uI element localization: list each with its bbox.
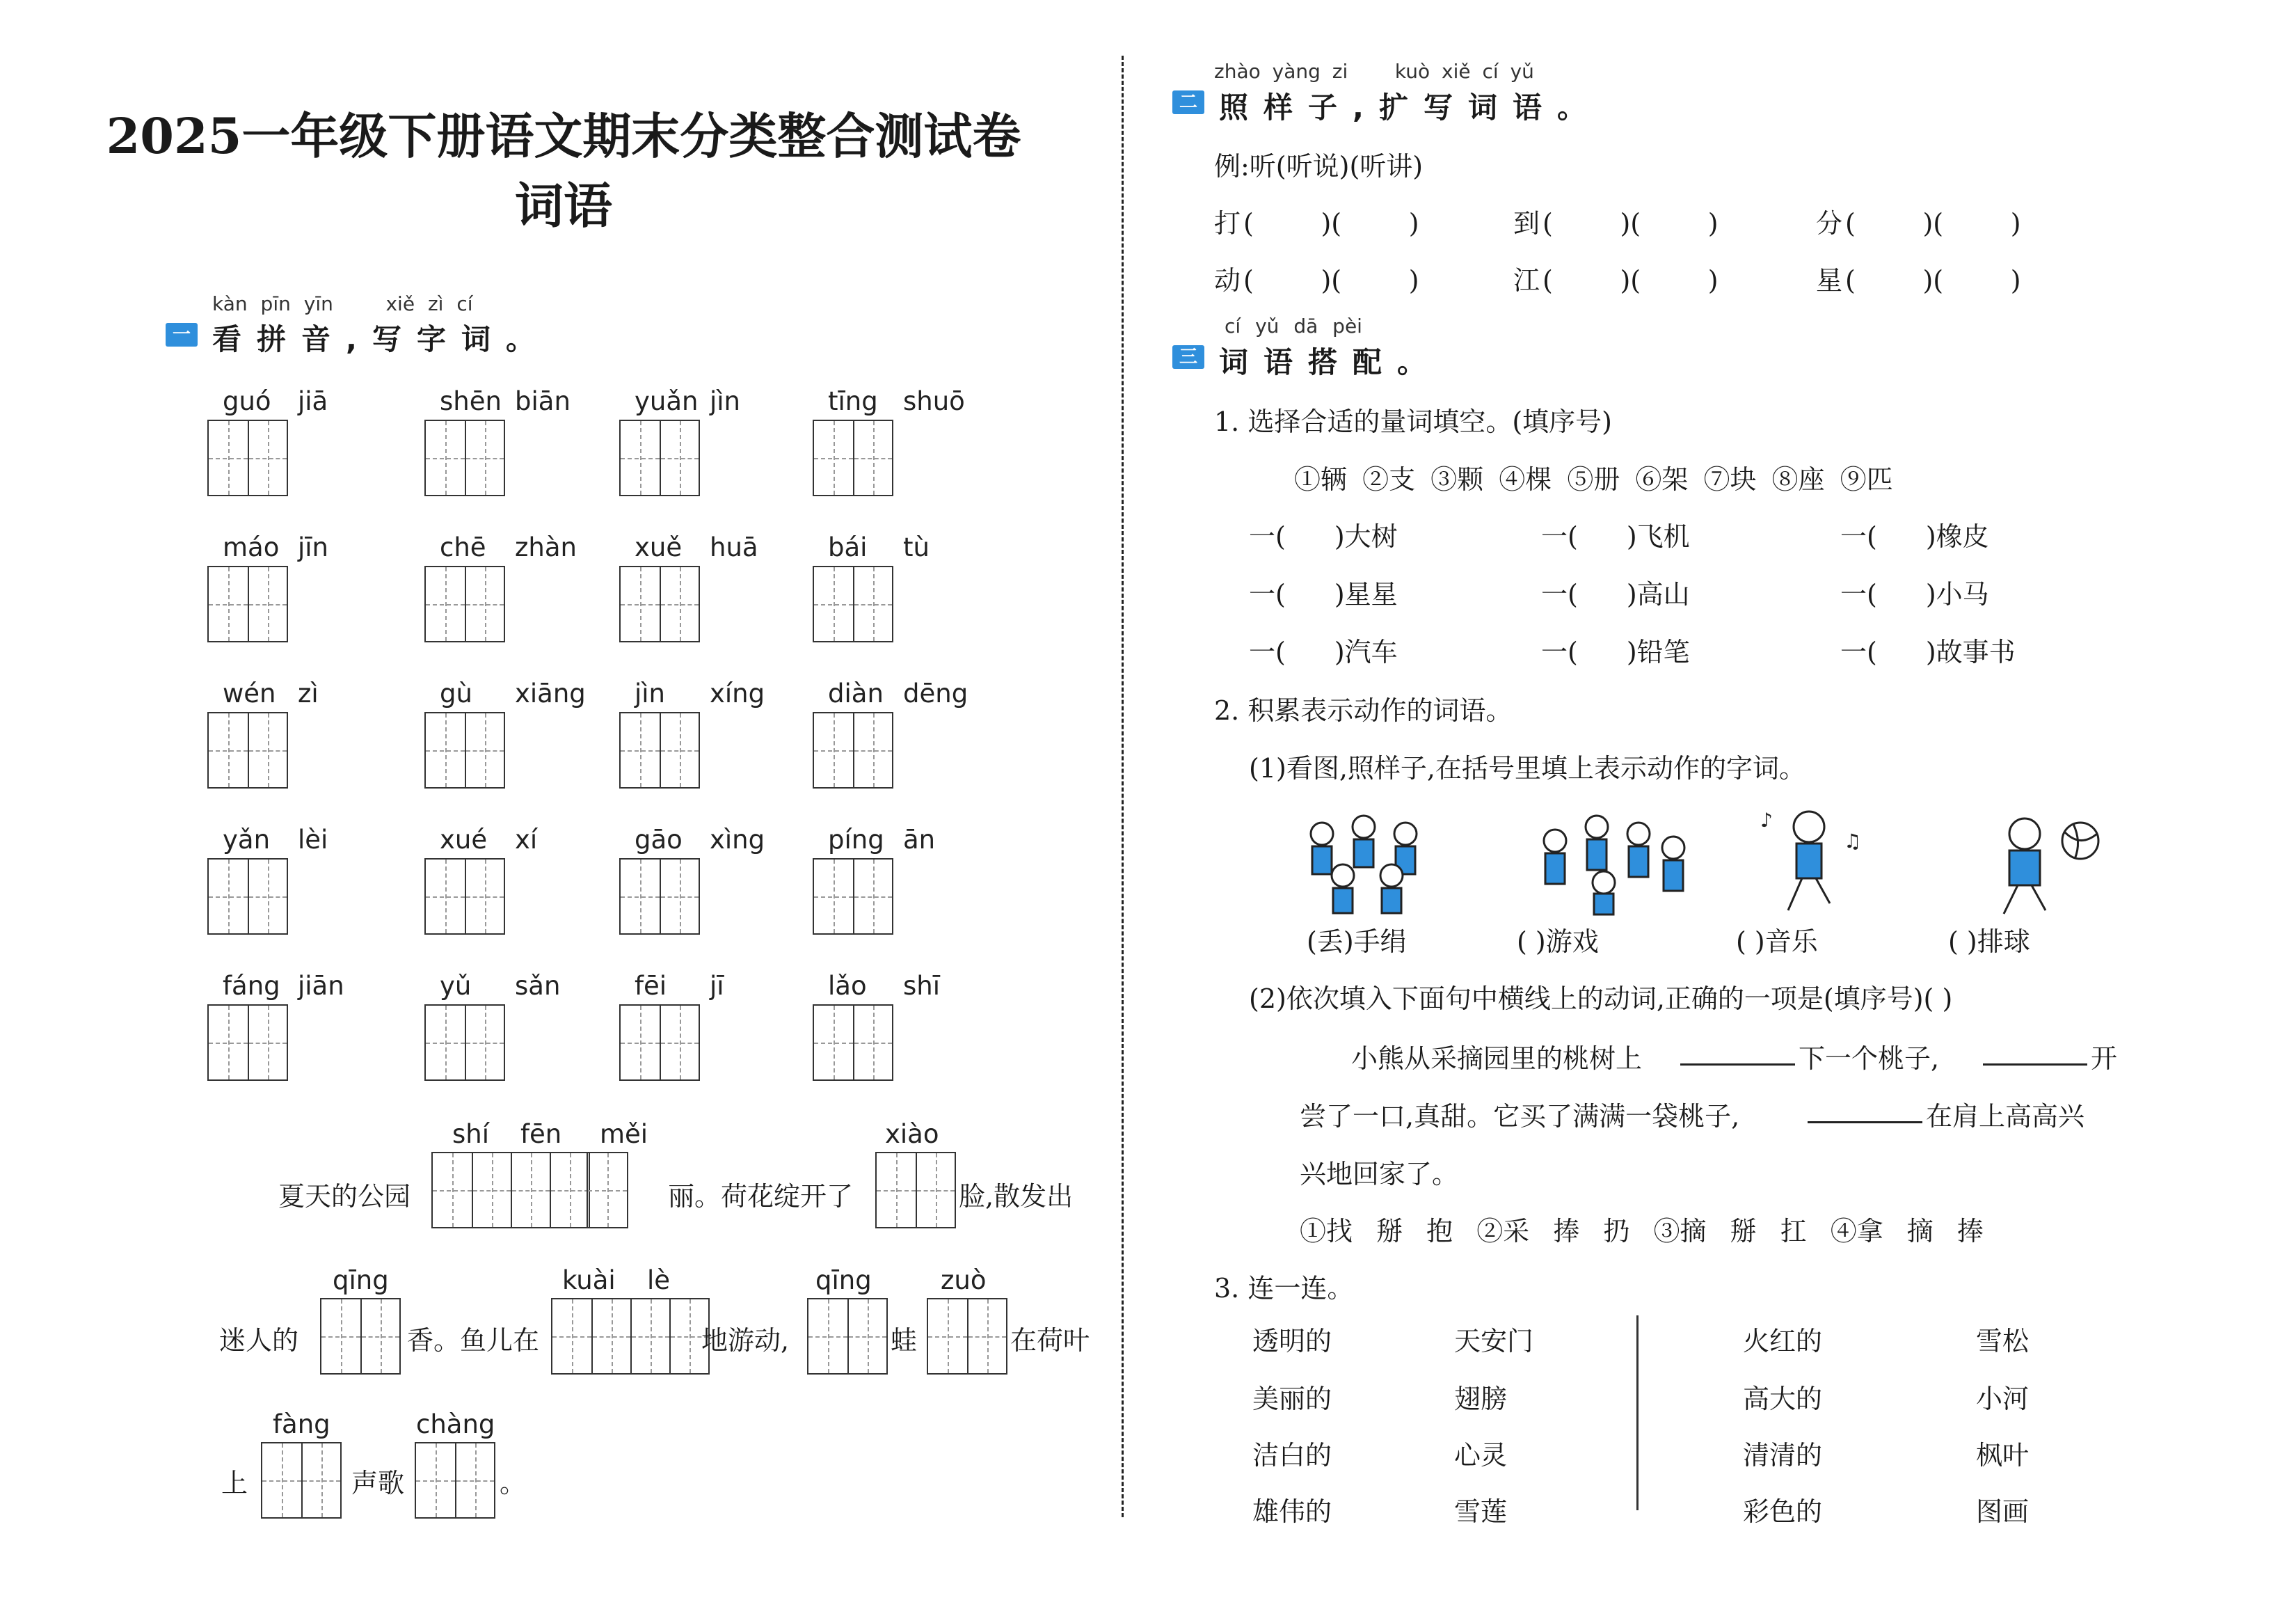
pinyin-label: fàng <box>273 1409 330 1439</box>
pinyin-label: ān <box>903 825 936 855</box>
answer-bracket[interactable]: 一( <box>1249 521 1286 552</box>
measure-noun: 故事书 <box>1936 637 2016 667</box>
section2-heading: 照样子,扩写词语。 <box>1219 90 1602 125</box>
match-left-noun[interactable]: 天安门 <box>1454 1326 1534 1356</box>
pinyin-label: guó <box>223 386 271 416</box>
match-left-adj[interactable]: 洁白的 <box>1252 1440 1332 1471</box>
pinyin-label: zhàn <box>515 532 577 562</box>
pinyin-label: shī <box>903 971 941 1001</box>
pinyin-label: xiāng <box>515 679 586 708</box>
pinyin-label: xíng <box>710 679 765 708</box>
writing-box[interactable] <box>424 858 505 935</box>
pinyin-label: qīng <box>815 1265 872 1295</box>
pinyin-label: měi <box>600 1119 648 1149</box>
match-right-noun[interactable]: 雪松 <box>1976 1326 2030 1356</box>
girl-volleyball-picture <box>1969 799 2136 910</box>
answer-bracket[interactable]: ( )( ) <box>1243 265 1419 296</box>
measure-item <box>1840 631 2016 669</box>
bracket-close: ) <box>1334 521 1345 552</box>
pinyin-label: yǔ <box>440 971 472 1001</box>
match-right-adj[interactable]: 火红的 <box>1743 1326 1823 1356</box>
example-text: 例:听(听说)(听讲) <box>1214 151 1424 182</box>
writing-box[interactable] <box>875 1152 956 1228</box>
expand-char: 动 <box>1214 265 1241 296</box>
passage-text: 丽。荷花绽开了 <box>668 1181 854 1212</box>
pinyin-label: shuō <box>903 386 965 416</box>
pinyin-label: chàng <box>416 1409 495 1439</box>
answer-bracket[interactable]: ( )( ) <box>1845 265 2021 296</box>
match-left-adj[interactable]: 美丽的 <box>1252 1384 1332 1414</box>
sentence-text: 下一个桃子, <box>1799 1043 1940 1074</box>
match-left-noun[interactable]: 雪莲 <box>1454 1496 1508 1527</box>
passage-text: 蛙 <box>891 1325 918 1356</box>
measure-noun: 飞机 <box>1636 521 1690 552</box>
pinyin-label: shēn <box>440 386 502 416</box>
passage-text: 迷人的 <box>219 1325 299 1356</box>
picture-caption: ( )音乐 <box>1736 926 1818 957</box>
writing-box[interactable] <box>431 1152 590 1228</box>
svg-text:♫: ♫ <box>1844 830 1862 853</box>
section2-pinyin: zhào yàng zi kuò xiě cí yǔ <box>1214 60 1534 83</box>
writing-box[interactable] <box>261 1442 342 1519</box>
bracket-close: ) <box>1626 521 1637 552</box>
expand-char: 江 <box>1513 265 1540 296</box>
svg-text:♪: ♪ <box>1760 809 1773 832</box>
section3-pinyin: cí yǔ dā pèi <box>1225 315 1362 338</box>
children-handkerchief-picture <box>1294 806 1461 917</box>
measure-item <box>1249 515 1398 553</box>
measure-noun: 橡皮 <box>1936 521 1989 552</box>
answer-bracket[interactable]: 一( <box>1541 521 1578 552</box>
pinyin-label: yǎn <box>223 825 271 855</box>
writing-box[interactable] <box>207 420 288 496</box>
picture-caption: (丢)手绢 <box>1307 926 1407 957</box>
bracket-close: ) <box>1925 579 1936 610</box>
measure-item <box>1541 573 1690 611</box>
writing-box[interactable] <box>207 858 288 935</box>
pinyin-label: xué <box>440 825 488 855</box>
pinyin-label: xí <box>515 825 538 855</box>
picture-caption: ( )排球 <box>1948 926 2030 957</box>
pinyin-label: huā <box>710 532 758 562</box>
pinyin-label: wén <box>223 679 276 708</box>
writing-box[interactable] <box>207 1004 288 1081</box>
passage-text: 香。鱼儿在 <box>407 1325 540 1356</box>
pinyin-label: fēn <box>520 1119 562 1149</box>
bracket-close: ) <box>1626 579 1637 610</box>
writing-box[interactable] <box>424 566 505 642</box>
writing-box[interactable] <box>619 712 700 789</box>
measure-item <box>1249 631 1398 669</box>
sentence-text: 尝了一口,真甜。它买了满满一袋桃子, <box>1300 1101 1740 1132</box>
pinyin-label: qīng <box>333 1265 389 1295</box>
pinyin-label: lèi <box>298 825 328 855</box>
match-right-adj[interactable]: 彩色的 <box>1743 1496 1823 1527</box>
expand-item <box>1214 259 1419 297</box>
measure-item <box>1840 573 1989 611</box>
passage-text: 上 <box>221 1468 248 1498</box>
pinyin-label: fáng <box>223 971 280 1001</box>
expand-item <box>1513 202 1719 240</box>
q2-choices: ①找 掰 抱 ②采 捧 扔 ③摘 掰 扛 ④拿 摘 捧 <box>1300 1216 1984 1246</box>
picture-caption: ( )游戏 <box>1517 926 1599 957</box>
section3-heading: 词语搭配。 <box>1219 345 1442 379</box>
writing-box[interactable] <box>619 566 700 642</box>
sentence-text: 兴地回家了。 <box>1300 1159 1459 1189</box>
pinyin-label: xiào <box>885 1119 939 1149</box>
writing-box[interactable] <box>927 1298 1007 1375</box>
match-left-noun[interactable]: 翅膀 <box>1454 1384 1508 1414</box>
expand-char: 到 <box>1513 208 1540 239</box>
pinyin-label: jiān <box>298 971 344 1001</box>
pinyin-label: zì <box>298 679 319 708</box>
expand-item <box>1513 259 1719 297</box>
match-left-adj[interactable]: 雄伟的 <box>1252 1496 1332 1527</box>
section2-badge: 二 <box>1172 90 1204 114</box>
measure-noun: 星星 <box>1344 579 1398 610</box>
writing-box[interactable] <box>320 1298 401 1375</box>
blank-line[interactable] <box>1808 1121 1922 1123</box>
passage-text: 夏天的公园 <box>278 1181 411 1212</box>
bracket-close: ) <box>1334 637 1345 667</box>
writing-box[interactable] <box>551 1298 710 1375</box>
answer-bracket[interactable]: ( )( ) <box>1542 208 1719 239</box>
pinyin-label: chē <box>440 532 486 562</box>
pinyin-label: fēi <box>635 971 667 1001</box>
passage-text: 。 <box>500 1468 527 1498</box>
writing-box[interactable] <box>813 712 893 789</box>
pinyin-label: píng <box>828 825 884 855</box>
pinyin-label: xuě <box>635 532 683 562</box>
measure-item <box>1541 515 1690 553</box>
measure-noun: 铅笔 <box>1636 637 1690 667</box>
writing-box[interactable] <box>424 1004 505 1081</box>
answer-bracket[interactable]: ( )( ) <box>1845 208 2021 239</box>
pinyin-label: bái <box>828 532 868 562</box>
expand-item <box>1214 202 1419 240</box>
sentence-text: 在肩上高高兴 <box>1926 1101 2085 1132</box>
pinyin-label: jìn <box>710 386 741 416</box>
pinyin-label: jiā <box>298 386 328 416</box>
answer-bracket[interactable]: 一( <box>1249 579 1286 610</box>
pinyin-label: máo <box>223 532 280 562</box>
match-left-adj[interactable]: 透明的 <box>1252 1326 1332 1356</box>
measure-item <box>1249 573 1398 611</box>
pinyin-label: gù <box>440 679 472 708</box>
bracket-close: ) <box>1334 579 1345 610</box>
writing-box[interactable] <box>424 712 505 789</box>
page-subtitle: 词语 <box>515 177 612 235</box>
writing-box[interactable] <box>813 566 893 642</box>
pinyin-label: lǎo <box>828 971 867 1001</box>
pinyin-label: yuǎn <box>635 386 699 416</box>
bracket-close: ) <box>1925 637 1936 667</box>
match-right-noun[interactable]: 小河 <box>1976 1384 2030 1414</box>
match-right-adj[interactable]: 高大的 <box>1743 1384 1823 1414</box>
bracket-close: ) <box>1626 637 1637 667</box>
passage-text: 脸,散发出 <box>959 1181 1074 1212</box>
section3-badge: 三 <box>1172 345 1204 369</box>
q2-sub1: (1)看图,照样子,在括号里填上表示动作的字词。 <box>1249 753 1805 784</box>
q3-title: 3. 连一连。 <box>1214 1273 1354 1304</box>
sentence-text: 开 <box>2091 1043 2118 1074</box>
match-right-noun[interactable]: 图画 <box>1976 1496 2030 1527</box>
match-right-adj[interactable]: 清清的 <box>1743 1440 1823 1471</box>
answer-bracket[interactable]: 一( <box>1840 521 1877 552</box>
measure-noun: 小马 <box>1936 579 1989 610</box>
answer-bracket[interactable]: 一( <box>1541 637 1578 667</box>
expand-item <box>1816 259 2021 297</box>
writing-box[interactable] <box>207 712 288 789</box>
girl-music-picture <box>1739 799 1906 910</box>
passage-text: 在荷叶 <box>1010 1325 1090 1356</box>
writing-box[interactable] <box>813 1004 893 1081</box>
answer-bracket[interactable]: 一( <box>1541 579 1578 610</box>
writing-box[interactable] <box>424 420 505 496</box>
pinyin-label: gāo <box>635 825 683 855</box>
pinyin-label: tīng <box>828 386 878 416</box>
expand-item <box>1816 202 2021 240</box>
pinyin-label: dēng <box>903 679 968 708</box>
expand-char: 星 <box>1816 265 1843 296</box>
measure-noun: 汽车 <box>1344 637 1398 667</box>
measure-item <box>1541 631 1690 669</box>
q2-sub2: (2)依次填入下面句中横线上的动词,正确的一项是(填序号)( ) <box>1249 983 1953 1014</box>
writing-box[interactable] <box>415 1442 495 1519</box>
q1-title: 1. 选择合适的量词填空。(填序号) <box>1214 406 1612 437</box>
writing-box[interactable] <box>207 566 288 642</box>
pinyin-label: tù <box>903 532 930 562</box>
answer-bracket[interactable]: ( )( ) <box>1243 208 1419 239</box>
children-game-picture <box>1527 806 1694 917</box>
page-title: 2025一年级下册语文期末分类整合测试卷 <box>106 107 1021 165</box>
measure-noun: 大树 <box>1344 521 1398 552</box>
bracket-close: ) <box>1925 521 1936 552</box>
q2-title: 2. 积累表示动作的词语。 <box>1214 695 1513 726</box>
pinyin-label: lè <box>647 1265 671 1295</box>
pinyin-label: xìng <box>710 825 765 855</box>
match-left-noun[interactable]: 心灵 <box>1454 1440 1508 1471</box>
answer-bracket[interactable]: ( )( ) <box>1542 265 1719 296</box>
answer-bracket[interactable]: 一( <box>1840 579 1877 610</box>
passage-text: 地游动, <box>701 1325 790 1356</box>
writing-box[interactable] <box>813 420 893 496</box>
q1-options: ①辆 ②支 ③颗 ④棵 ⑤册 ⑥架 ⑦块 ⑧座 ⑨匹 <box>1294 464 1893 495</box>
section1-pinyin: kàn pīn yīn xiě zì cí <box>212 292 473 315</box>
section1-heading: 看拼音,写字词。 <box>212 322 550 356</box>
expand-char: 分 <box>1816 208 1843 239</box>
pinyin-label: biān <box>515 386 571 416</box>
pinyin-label: jī <box>710 971 724 1001</box>
sentence-text: 小熊从采摘园里的桃树上 <box>1351 1043 1643 1074</box>
pinyin-label: jìn <box>635 679 666 708</box>
match-right-noun[interactable]: 枫叶 <box>1976 1440 2030 1471</box>
pinyin-label: diàn <box>828 679 884 708</box>
expand-char: 打 <box>1214 208 1241 239</box>
passage-text: 声歌 <box>351 1468 405 1498</box>
measure-noun: 高山 <box>1636 579 1690 610</box>
writing-box[interactable] <box>587 1152 628 1228</box>
pinyin-label: kuài <box>562 1265 616 1295</box>
answer-bracket[interactable]: 一( <box>1249 637 1286 667</box>
pinyin-label: sǎn <box>515 971 561 1001</box>
pinyin-label: zuò <box>941 1265 987 1295</box>
matching-divider <box>1636 1315 1639 1510</box>
pinyin-label: jīn <box>298 532 329 562</box>
writing-box[interactable] <box>807 1298 888 1375</box>
page-divider <box>1122 56 1124 1517</box>
writing-box[interactable] <box>813 858 893 935</box>
answer-bracket[interactable]: 一( <box>1840 637 1877 667</box>
pinyin-label: shí <box>452 1119 490 1149</box>
blank-line[interactable] <box>1983 1063 2087 1066</box>
section1-badge: 一 <box>166 323 198 347</box>
measure-item <box>1840 515 1989 553</box>
writing-box[interactable] <box>619 858 700 935</box>
writing-box[interactable] <box>619 1004 700 1081</box>
blank-line[interactable] <box>1680 1063 1795 1066</box>
writing-box[interactable] <box>619 420 700 496</box>
